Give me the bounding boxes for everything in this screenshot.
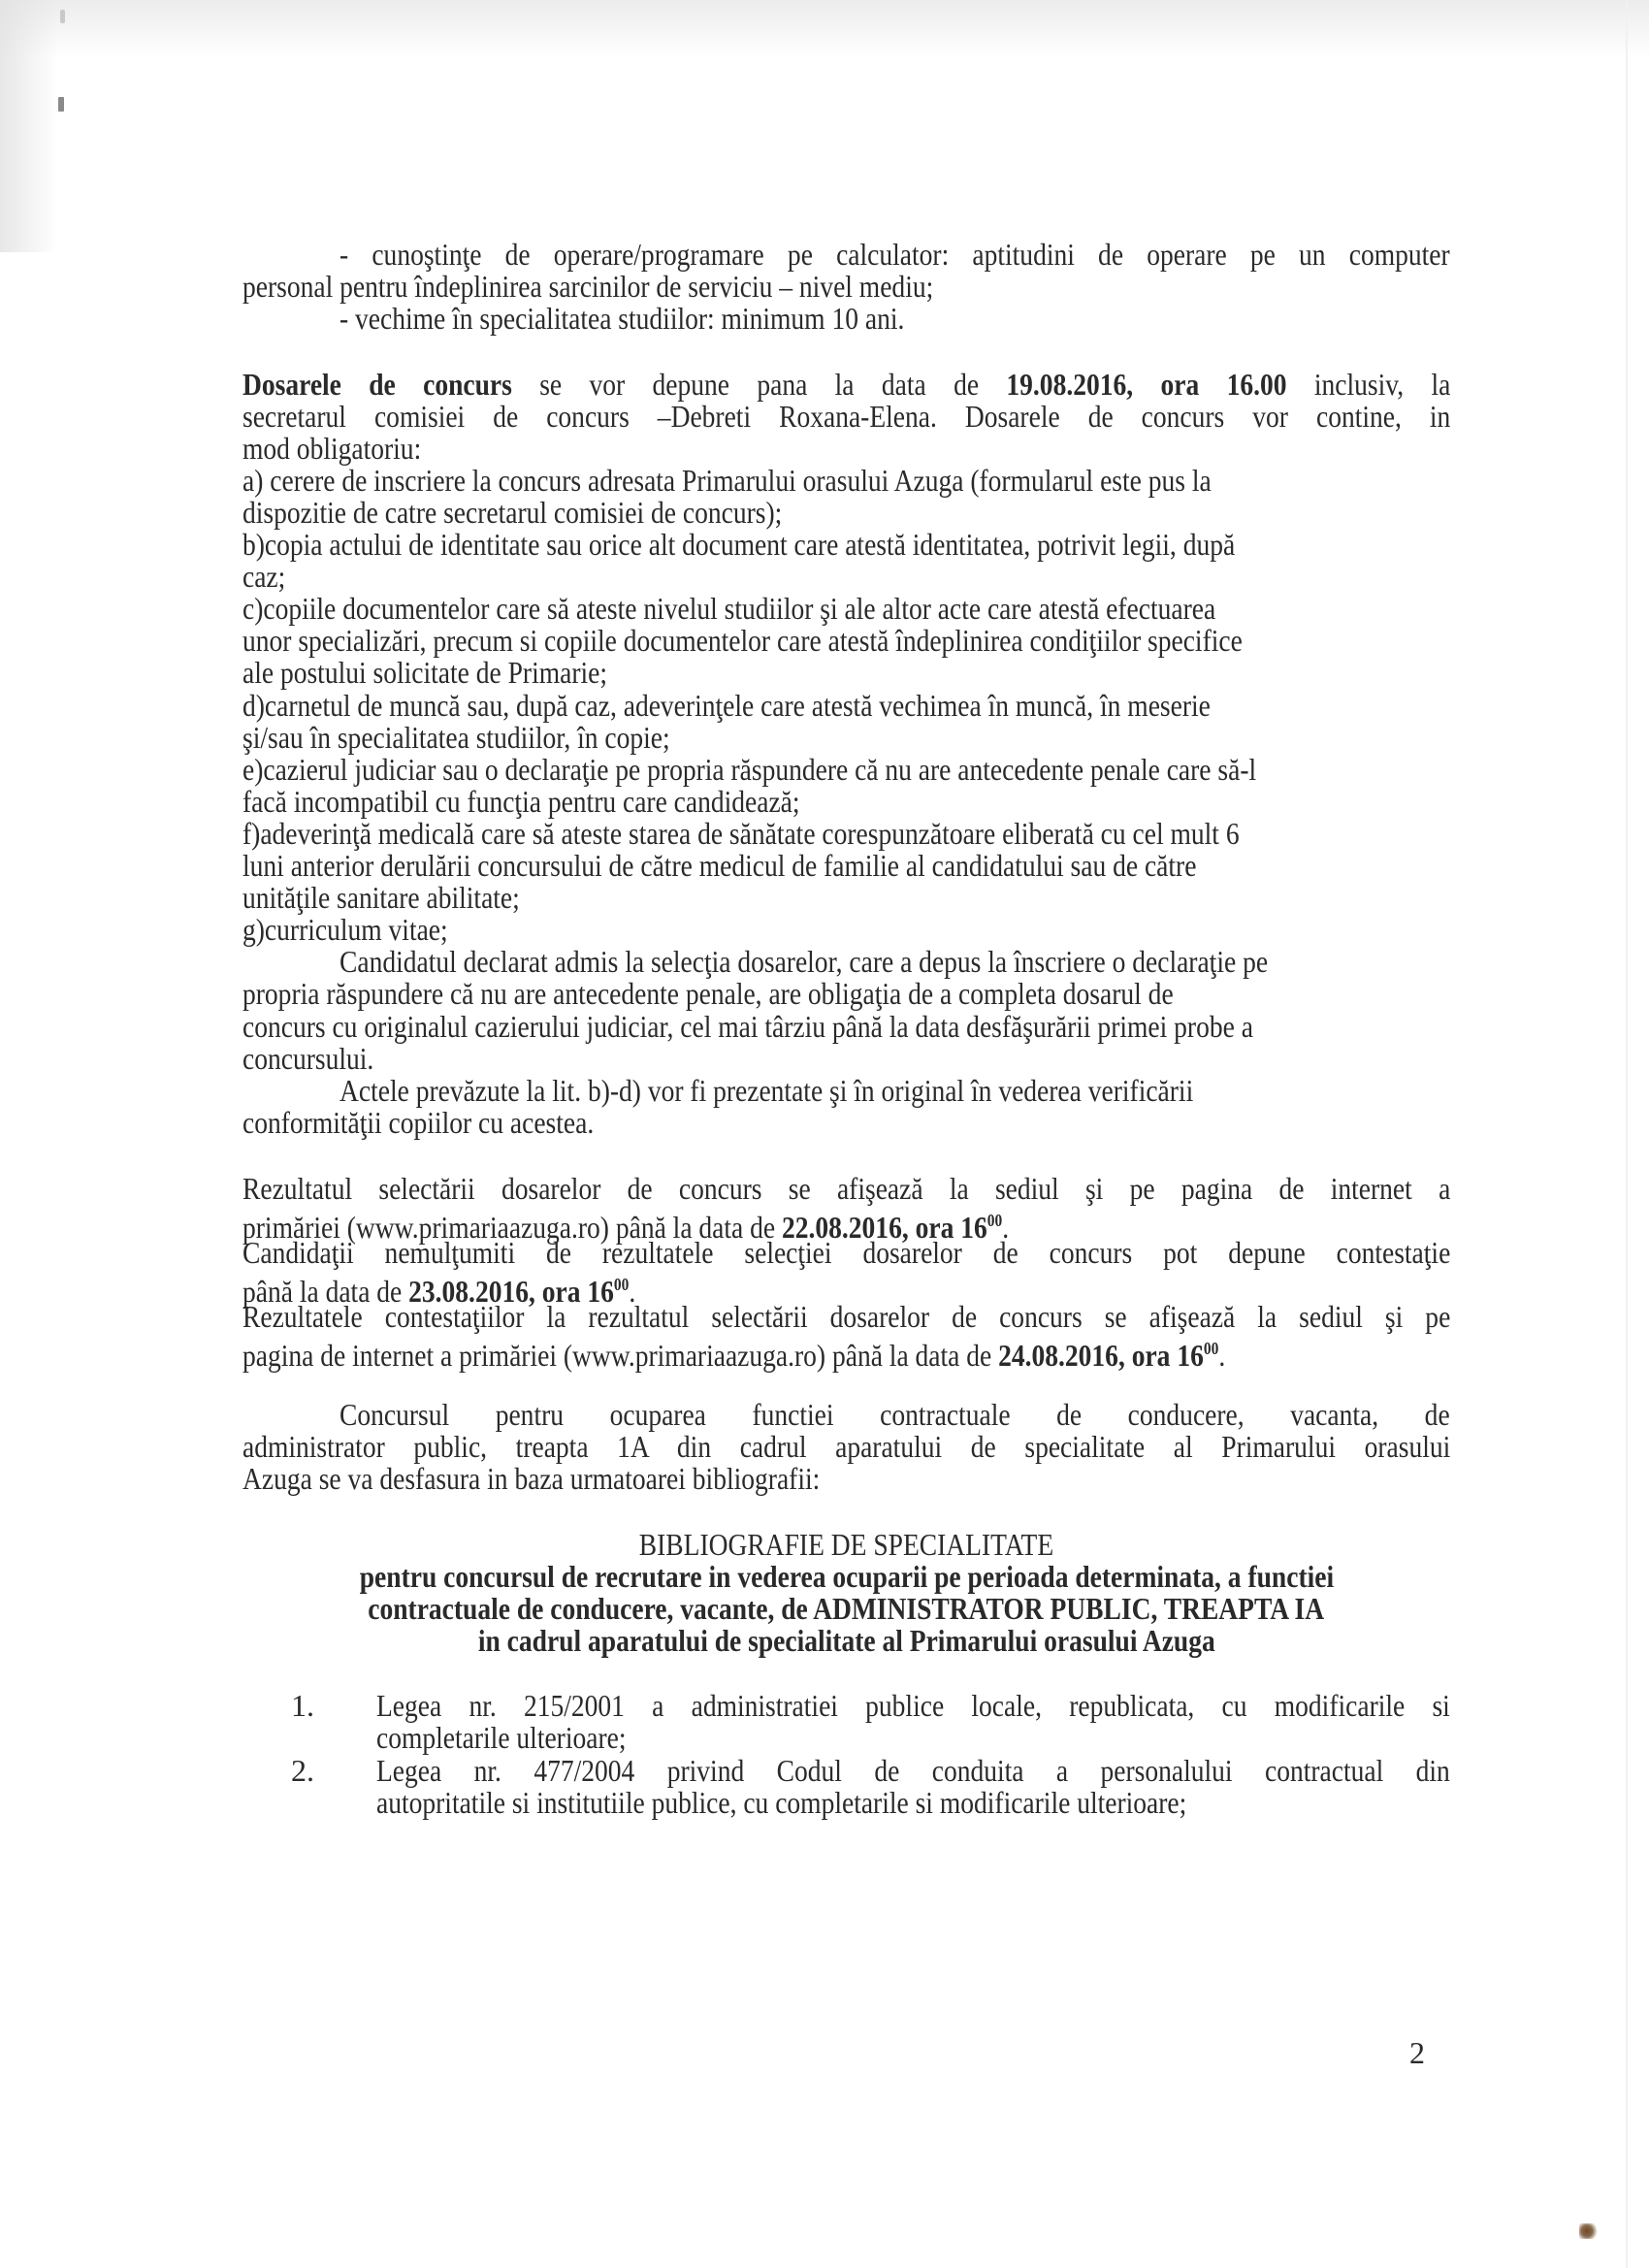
scan-mark: [60, 10, 65, 23]
results-date: 22.08.2016, ora 16: [781, 1210, 987, 1245]
list-item-f-cont: [242, 882, 1450, 914]
deadline-date: 19.08.2016, ora 16.00: [1006, 367, 1287, 402]
bold-lead: Dosarele de concurs: [242, 367, 512, 402]
text-line: [242, 369, 1450, 401]
list-item-b-cont: [242, 561, 1450, 593]
text-line: concurs cu originalul cazierului judiciar, cel mai târziu până la data desfăşurării primei probe a: [242, 1009, 1253, 1044]
results-selection: [242, 1173, 1450, 1205]
requirement-computer-skills-cont: [242, 271, 1450, 303]
text-line: g)curriculum vitae;: [242, 912, 448, 947]
list-item-e: [242, 754, 1450, 786]
list-item-d-cont: [242, 722, 1450, 754]
bibliography-item-cont: [376, 1787, 1450, 1819]
bibliography-item-number: 2.: [291, 1753, 314, 1788]
originals-note: [242, 1075, 1547, 1107]
list-item-g: [242, 914, 1450, 946]
text-line: concursului.: [242, 1041, 374, 1076]
text-span: se vor depune pana la data de: [511, 367, 1007, 402]
submission-paragraph-line: [242, 401, 1450, 433]
superscript: 00: [986, 1211, 1003, 1230]
text-line: Rezultatele contestaţiilor la rezultatul selectării dosarelor de concurs se afişează la sediul şi pe: [242, 1299, 1451, 1334]
admitted-note-line: [242, 978, 1450, 1010]
text-span: .: [1002, 1210, 1010, 1245]
list-item-f-cont: [242, 850, 1450, 882]
admitted-note-line: [242, 1043, 1450, 1075]
text-span: .: [1218, 1338, 1226, 1373]
list-item-f: [242, 818, 1450, 850]
submission-paragraph: [242, 369, 1450, 401]
requirement-seniority: [242, 303, 1547, 335]
scan-shadow-left: [0, 0, 58, 252]
text-line: luni anterior derulării concursului de către medicul de familie al candidatului sau de către: [242, 848, 1197, 883]
text-line: ale postului solicitate de Primarie;: [242, 655, 608, 690]
text-span: până la data de: [242, 1274, 409, 1309]
contestations-date: 24.08.2016, ora 16: [998, 1338, 1204, 1373]
list-item-d: [242, 690, 1450, 722]
text-line: conformităţii copiilor cu acestea.: [242, 1105, 595, 1140]
text-line: Azuga se va desfasura in baza urmatoarei bibliografii:: [242, 1461, 821, 1496]
list-item-a-cont: [242, 497, 1450, 529]
bibliography-item-number: 1.: [291, 1688, 314, 1723]
contest-intro-line: [242, 1431, 1450, 1463]
bibliography-subtitle: [242, 1625, 1450, 1657]
scan-shadow: [0, 0, 1649, 58]
text-line: unor specializări, precum si copiile documentelor care atestă îndeplinirea condiţiilor specifice: [242, 623, 1243, 658]
text-line: c)copiile documentelor care să ateste nivelul studiilor şi ale altor acte care atestă efectuarea: [242, 591, 1216, 626]
text-line: Rezultatul selectării dosarelor de concurs se afişează la sediul şi pe pagina de internet a: [242, 1171, 1451, 1206]
text-span: .: [629, 1274, 636, 1309]
results-contestations-line: [242, 1333, 1450, 1372]
text-line: Actele prevăzute la lit. b)-d) vor fi prezentate şi în original în vederea verificării: [340, 1073, 1194, 1108]
text-line: e)cazierul judiciar sau o declaraţie pe propria răspundere că nu are antecedente penale care să-l: [242, 752, 1257, 787]
list-item-a: [242, 465, 1450, 497]
originals-note-line: [242, 1107, 1450, 1139]
text-line: completarile ulterioare;: [376, 1720, 627, 1755]
bibliography-item: [376, 1690, 1450, 1722]
text-line: - vechime în specialitatea studiilor: minimum 10 ani.: [340, 301, 905, 336]
superscript: 00: [613, 1275, 630, 1294]
admitted-note-line: [242, 1011, 1450, 1043]
results-contestations: [242, 1301, 1450, 1333]
heading-line: pentru concursul de recrutare in vederea ocuparii pe perioada determinata, a functiei: [359, 1559, 1334, 1594]
bibliography-title: [242, 1529, 1450, 1561]
bibliography-subtitle: [242, 1561, 1450, 1593]
heading-line: in cadrul aparatului de specialitate al Primarului orasului Azuga: [477, 1623, 1215, 1658]
text-line: secretarul comisiei de concurs –Debreti Roxana-Elena. Dosarele de concurs vor contine, in: [242, 399, 1451, 434]
text-line: caz;: [242, 559, 286, 594]
page-number: 2: [1409, 2035, 1425, 2070]
results-contest: [242, 1237, 1450, 1269]
text-line: dispozitie de catre secretarul comisiei de concurs);: [242, 495, 783, 530]
text-line: f)adeverinţă medicală care să ateste starea de sănătate corespunzătoare eliberată cu cel mult 6: [242, 816, 1240, 851]
text-line: d)carnetul de muncă sau, după caz, adeverinţele care atestă vechimea în muncă, în meserie: [242, 688, 1211, 723]
text-line: [242, 1333, 1225, 1372]
contest-intro-line: [242, 1463, 1450, 1495]
heading: BIBLIOGRAFIE DE SPECIALITATE: [638, 1527, 1054, 1562]
bibliography-item-cont: [376, 1722, 1450, 1754]
text-span: inclusiv, la: [1286, 367, 1451, 402]
page-edge: [1626, 0, 1628, 2268]
list-item-c-cont: [242, 625, 1450, 657]
text-span: primăriei (www.primariaazuga.ro) până la data de: [242, 1210, 782, 1245]
list-item-e-cont: [242, 786, 1450, 818]
requirement-computer-skills: [242, 239, 1547, 271]
scan-mark: [58, 97, 64, 112]
text-span: pagina de internet a primăriei (www.primariaazuga.ro) până la data de: [242, 1338, 999, 1373]
bibliography-subtitle: [242, 1593, 1450, 1625]
text-line: personal pentru îndeplinirea sarcinilor de serviciu – nivel mediu;: [242, 269, 934, 304]
text-line: Candidaţii nemulţumiti de rezultatele selecţiei dosarelor de concurs pot depune contestaţie: [242, 1235, 1451, 1270]
list-item-c: [242, 593, 1450, 625]
contest-intro: [242, 1399, 1547, 1431]
text-line: unităţile sanitare abilitate;: [242, 880, 520, 915]
heading-line: contractuale de conducere, vacante, de ADMINISTRATOR PUBLIC, TREAPTA IA: [368, 1591, 1325, 1626]
superscript: 00: [1203, 1339, 1219, 1358]
text-line: Concursul pentru ocuparea functiei contractuale de conducere, vacanta, de: [340, 1397, 1450, 1432]
text-line: - cunoştinţe de operare/programare pe calculator: aptitudini de operare pe un computer: [340, 237, 1450, 272]
text-line: administrator public, treapta 1A din cadrul aparatului de specialitate al Primarului orasului: [242, 1429, 1451, 1464]
text-line: şi/sau în specialitatea studiilor, în copie;: [242, 720, 670, 755]
text-line: b)copia actului de identitate sau orice alt document care atestă identitatea, potrivit legii, după: [242, 527, 1236, 562]
bibliography-item: [376, 1755, 1450, 1787]
text-line: propria răspundere că nu are antecedente penale, are obligaţia de a completa dosarul de: [242, 976, 1174, 1011]
text-line: Legea nr. 477/2004 privind Codul de conduita a personalului contractual din: [376, 1753, 1450, 1788]
list-item-b: [242, 529, 1450, 561]
text-line: Legea nr. 215/2001 a administratiei publice locale, republicata, cu modificarile si: [376, 1688, 1450, 1723]
text-line: Candidatul declarat admis la selecţia dosarelor, care a depus la înscriere o declaraţie pe: [340, 944, 1269, 979]
list-item-c-cont: [242, 657, 1450, 689]
contest-date: 23.08.2016, ora 16: [408, 1274, 614, 1309]
text-line: facă incompatibil cu funcţia pentru care candidează;: [242, 784, 800, 819]
text-line: a) cerere de inscriere la concurs adresata Primarului orasului Azuga (formularul este pus la: [242, 463, 1212, 498]
admitted-note: [242, 946, 1547, 978]
ink-stain: [1579, 2223, 1599, 2239]
text-line: mod obligatoriu:: [242, 431, 422, 466]
text-line: autopritatile si institutiile publice, cu completarile si modificarile ulterioare;: [376, 1785, 1187, 1820]
submission-paragraph-line: [242, 433, 1450, 465]
